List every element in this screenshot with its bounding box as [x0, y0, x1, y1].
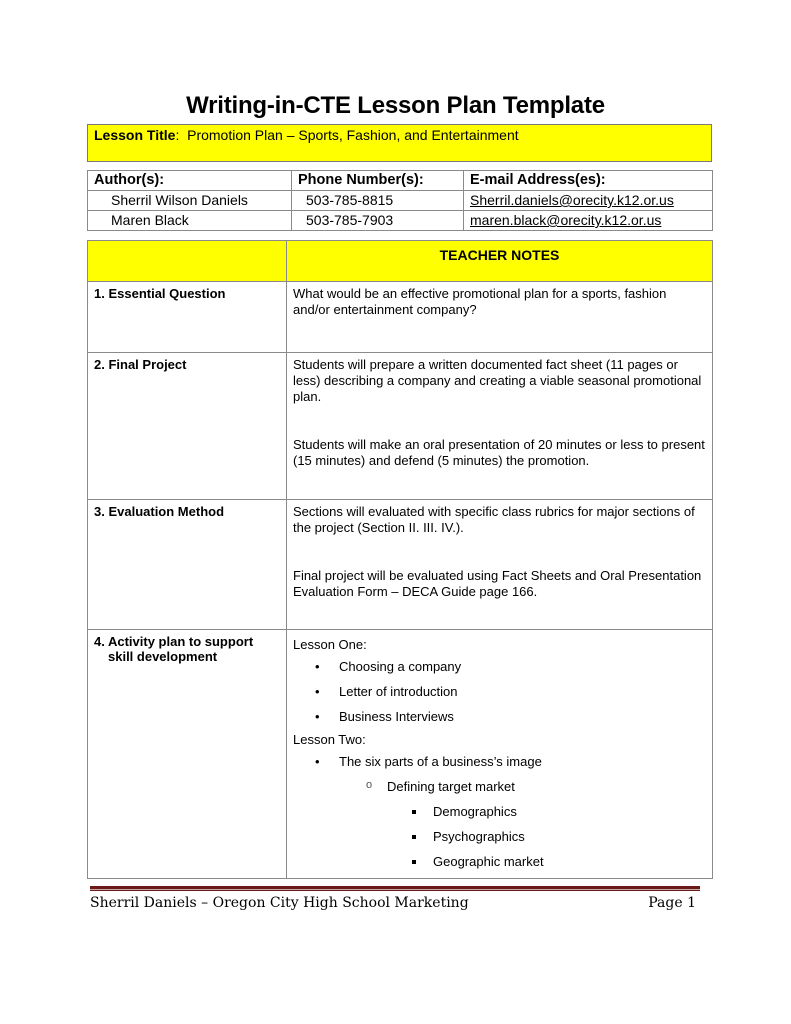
- lesson-one-title: Lesson One:: [293, 637, 367, 652]
- footer-author-text: Sherril Daniels – Oregon City High School Marketing: [90, 895, 469, 911]
- row-text: What would be an effective promotional plan for a sports, fashion and/or entertainment company?: [293, 286, 667, 317]
- page-footer: [90, 895, 696, 911]
- authors-table: [87, 170, 713, 231]
- lesson-plan-table: [87, 240, 713, 879]
- row-text: Students will prepare a written documented fact sheet (11 pages or less) describing a company and creating a viable seasonal promotional plan.: [293, 357, 702, 404]
- lesson-title-box: [87, 124, 712, 162]
- author-phone: 503-785-7903: [292, 211, 464, 231]
- author-email-link[interactable]: maren.black@orecity.k12.or.us: [470, 212, 662, 228]
- plan-row-activity-plan: [88, 630, 713, 879]
- lesson-title-label: Lesson Title: [94, 127, 176, 143]
- lesson-two-sublist: [293, 774, 706, 799]
- author-name: Maren Black: [88, 211, 292, 231]
- email-header: E-mail Address(es):: [464, 171, 713, 191]
- author-phone: 503-785-8815: [292, 191, 464, 211]
- row-label: 2. Final Project: [88, 353, 287, 500]
- footer-rule-highlight: [90, 889, 700, 890]
- plan-row-final-project: [88, 353, 713, 500]
- list-item: Demographics: [293, 799, 706, 824]
- list-item: • Business Interviews: [293, 704, 706, 729]
- lesson-two-subsublist: [293, 799, 706, 874]
- lesson-two-list: [293, 749, 706, 774]
- row-text: Final project will be evaluated using Fact Sheets and Oral Presentation Evaluation Form – DECA Guide page 166.: [293, 568, 702, 599]
- plan-header-blank: [88, 241, 287, 282]
- list-item: • Choosing a company: [293, 654, 706, 679]
- authors-header-row: [88, 171, 713, 191]
- plan-row-essential-question: [88, 282, 713, 353]
- row-label: 1. Essential Question: [88, 282, 287, 353]
- plan-row-evaluation-method: [88, 500, 713, 630]
- row-text: Sections will evaluated with specific class rubrics for major sections of the project (Section II. III. IV.).: [293, 504, 695, 535]
- list-item: • The six parts of a business’s image: [293, 749, 706, 774]
- author-header: Author(s):: [88, 171, 292, 191]
- author-row: [88, 211, 713, 231]
- row-label: 4. Activity plan to support skill development: [94, 634, 254, 664]
- list-item: • Letter of introduction: [293, 679, 706, 704]
- list-item: Psychographics: [293, 824, 706, 849]
- row-text: Students will make an oral presentation of 20 minutes or less to present (15 minutes) and defend (5 minutes) the promotion.: [293, 437, 705, 468]
- teacher-notes-header: TEACHER NOTES: [287, 241, 713, 282]
- phone-header: Phone Number(s):: [292, 171, 464, 191]
- list-item: o Defining target market: [293, 774, 706, 799]
- lesson-title-value: Promotion Plan – Sports, Fashion, and Entertainment: [187, 127, 519, 143]
- plan-header-row: [88, 241, 713, 282]
- list-item: Geographic market: [293, 849, 706, 874]
- author-email-link[interactable]: Sherril.daniels@orecity.k12.or.us: [470, 192, 674, 208]
- lesson-title-separator: :: [175, 127, 180, 143]
- document-title: Writing-in-CTE Lesson Plan Template: [186, 92, 605, 119]
- lesson-one-list: [293, 654, 706, 729]
- lesson-two-title: Lesson Two:: [293, 732, 366, 747]
- page-number: Page 1: [648, 895, 696, 911]
- row-label: 3. Evaluation Method: [88, 500, 287, 630]
- author-name: Sherril Wilson Daniels: [88, 191, 292, 211]
- author-row: [88, 191, 713, 211]
